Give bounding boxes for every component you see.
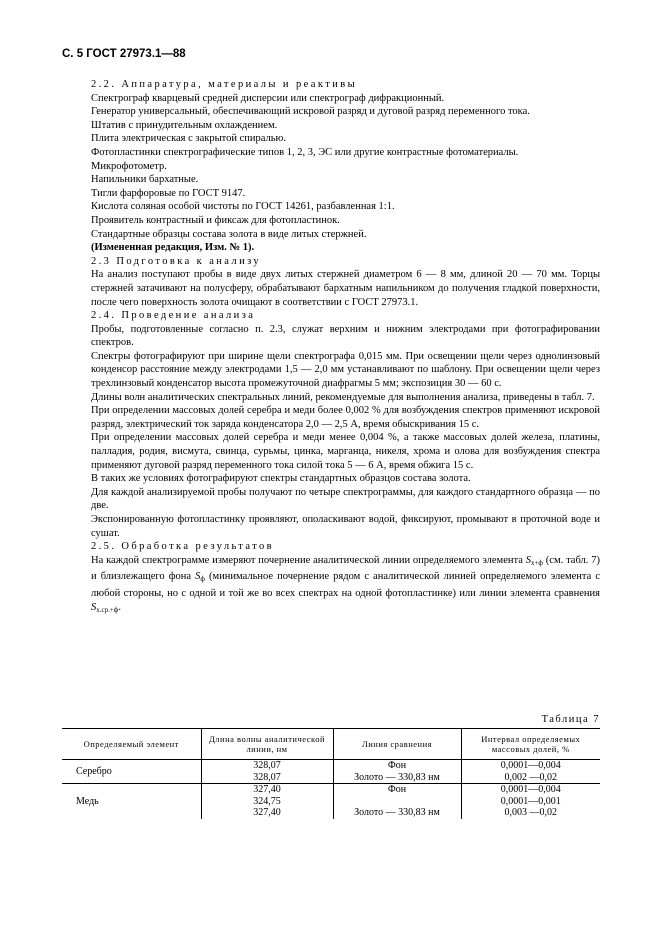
equipment-item: Тигли фарфоровые по ГОСТ 9147. bbox=[91, 187, 246, 199]
equipment-item: Спектрограф кварцевый средней дисперсии или спектрограф дифракционный. bbox=[91, 92, 445, 104]
body-text bbox=[91, 78, 600, 617]
reference-cell: Фон Золото — 330,83 нм bbox=[333, 784, 461, 819]
analysis-paragraph: Пробы, подготовленные согласно п. 2.3, служат верхним и нижним электродами при фотографировании спектров. bbox=[91, 323, 600, 349]
analysis-paragraph: В таких же условиях фотографируют спектры стандартных образцов состава золота. bbox=[91, 473, 471, 485]
equipment-item: Штатив с принудительным охлаждением. bbox=[91, 119, 278, 131]
equipment-item: Стандартные образцы состава золота в виде литых стержней. bbox=[91, 228, 367, 240]
table-7 bbox=[62, 728, 600, 819]
analysis-paragraph: Для каждой анализируемой пробы получают по четыре спектрограммы, для каждого стандартного образца — по две. bbox=[91, 486, 600, 512]
analysis-paragraph: Длины волн аналитических спектральных линий, рекомендуемые для выполнения анализа, приведены в табл. 7. bbox=[91, 391, 595, 403]
section-2-3-text: На анализ поступают пробы в виде двух литых стержней диаметром 6 — 8 мм, длиной 20 — 70 мм. Торцы стержней затачивают на полусферу, обрабатывают бархатным напильником до получения гладкой поверхности, после чего поверхность золота очищают в соответствии с ГОСТ 27973.1. bbox=[91, 269, 600, 308]
header-element: Определяемый элемент bbox=[62, 729, 201, 760]
range-cell: 0,0001—0,004 0,002 —0,02 bbox=[461, 760, 600, 784]
analysis-paragraph: При определении массовых долей серебра и меди более 0,002 % для возбуждения спектров применяют искровой разряд, электрический ток заряда конденсатора 2,0 — 2,5 А, время обыскривания 15 с. bbox=[91, 405, 600, 430]
header-wavelength: Длина волны аналитической линии, нм bbox=[201, 729, 333, 760]
range-cell: 0,0001—0,004 0,0001—0,001 0,003 —0,02 bbox=[461, 784, 600, 819]
symbol-sf: S bbox=[195, 571, 201, 583]
equipment-item: Плита электрическая с закрытой спиралью. bbox=[91, 133, 286, 145]
element-cell: Медь bbox=[62, 784, 201, 819]
section-2-5-text: На каждой спектрограмме измеряют почернение аналитической линии определяемого элемента $S_{x+ф}$ (см. табл. 7) и близлежащего фона $S_ф$ (минимальное почернение рядом с аналитической линией определяемого элемента с любой стороны, но с одной и той же во всех спектрах на одной фотопластинке) или линии элемента сравнения $S_{x.ср.+ф}$. bbox=[91, 554, 600, 614]
table-row bbox=[62, 760, 600, 784]
symbol-scmp: S bbox=[91, 601, 97, 613]
section-2-4-title: 2.4. Проведение анализа bbox=[91, 310, 256, 322]
section-2-3-title: 2.3 Подготовка к анализу bbox=[91, 255, 262, 267]
table-caption: Таблица 7 bbox=[541, 714, 600, 725]
section-2-5-title: 2.5. Обработка результатов bbox=[91, 541, 275, 553]
symbol-sx: S bbox=[525, 554, 531, 566]
reference-cell: Фон Золото — 330,83 нм bbox=[333, 760, 461, 784]
table-row bbox=[62, 784, 600, 819]
analysis-paragraph: При определении массовых долей серебра и меди менее 0,004 %, а также массовых долей железа, платины, палладия, родия, висмута, свинца, сурьмы, цинка, марганца, никеля, хрома и олова для возбуждения спектра применяют дуговой разряд переменного тока силой тока 5 — 6 А, время обжига 15 с. bbox=[91, 432, 600, 471]
table-header-row bbox=[62, 729, 600, 760]
equipment-item: Генератор универсальный, обеспечивающий искровой разряд и дуговой разряд переменного тока. bbox=[91, 106, 530, 118]
page-header: С. 5 ГОСТ 27973.1—88 bbox=[62, 48, 186, 60]
wavelength-cell: 328,07 328,07 bbox=[201, 760, 333, 784]
header-range: Интервал определяемых массовых долей, % bbox=[461, 729, 600, 760]
wavelength-cell: 327,40 324,75 327,40 bbox=[201, 784, 333, 819]
section-2-2-title: 2.2. Аппаратура, материалы и реактивы bbox=[91, 79, 358, 90]
equipment-item: Напильники бархатные. bbox=[91, 174, 199, 186]
equipment-item: Фотопластинки спектрографические типов 1, 2, 3, ЭС или другие контрастные фотоматериалы. bbox=[91, 146, 519, 158]
edit-note: (Измененная редакция, Изм. № 1). bbox=[91, 242, 255, 254]
analysis-paragraph: Экспонированную фотопластинку проявляют, ополаскивают водой, фиксируют, промывают в проточной воде и сушат. bbox=[91, 514, 600, 539]
equipment-item: Микрофотометр. bbox=[91, 160, 167, 172]
element-cell: Серебро bbox=[62, 760, 201, 784]
header-reference: Линия сравнения bbox=[333, 729, 461, 760]
equipment-item: Проявитель контрастный и фиксаж для фотопластинок. bbox=[91, 214, 340, 226]
analysis-paragraph: Спектры фотографируют при ширине щели спектрографа 0,015 мм. При освещении щели через однолинзовый конденсор расстояние между электродами 1,5 — 2,0 мм устанавливают по шаблону. При освещении щели через трехлинзовый конденсатор высота промежуточной диафрагмы 5 мм; экспозиция 30 — 60 с. bbox=[91, 350, 600, 390]
equipment-item: Кислота соляная особой чистоты по ГОСТ 14261, разбавленная 1:1. bbox=[91, 201, 395, 213]
